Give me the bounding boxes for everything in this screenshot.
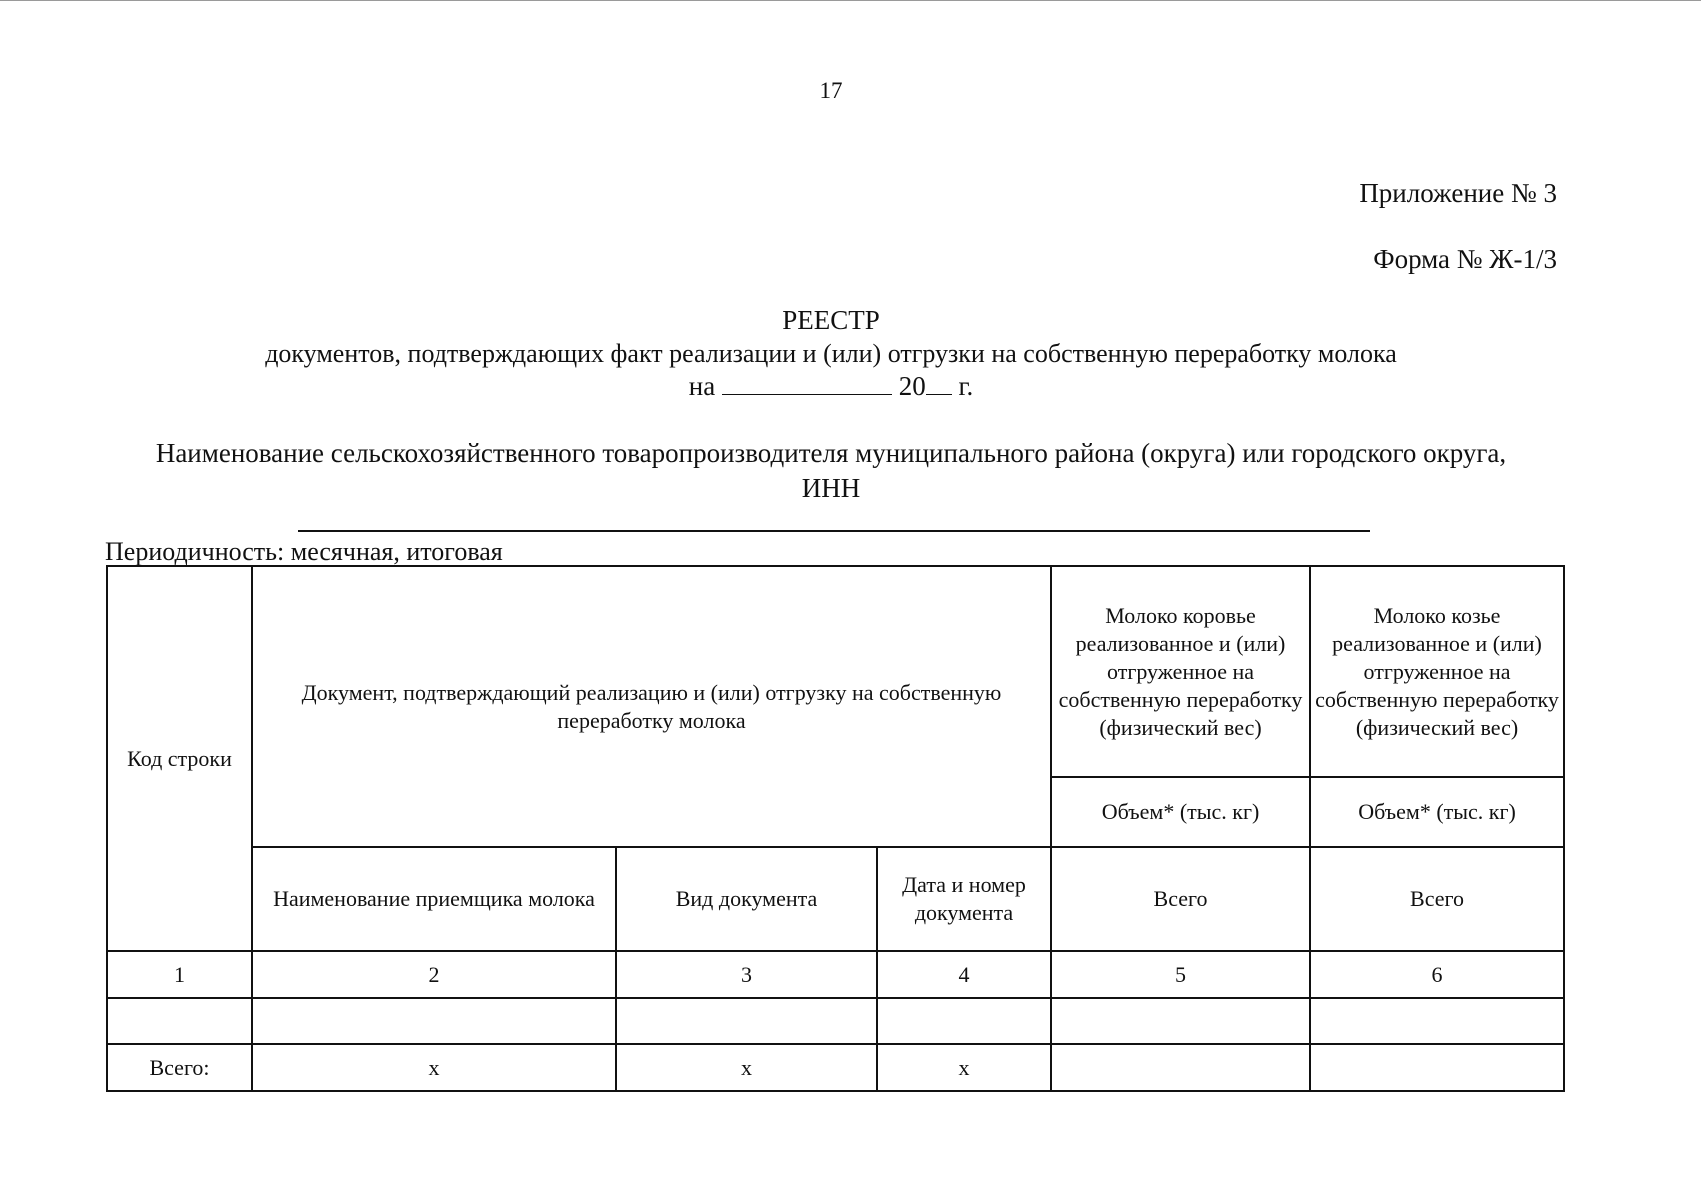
header-row-3 bbox=[107, 847, 1564, 951]
header-document-type: Вид документа bbox=[616, 847, 877, 951]
total-cell bbox=[1051, 1044, 1310, 1091]
total-cell bbox=[1310, 1044, 1564, 1091]
empty-cell bbox=[107, 998, 252, 1044]
page-top-rule bbox=[0, 0, 1701, 1]
period-month-blank bbox=[722, 372, 892, 395]
header-receiver-name: Наименование приемщика молока bbox=[252, 847, 616, 951]
producer-label-line1: Наименование сельскохозяйственного товаропроизводителя муниципального района (округа) или городского округа, bbox=[155, 438, 1507, 468]
header-cow-milk: Молоко коровье реализованное и (или) отгруженное на собственную переработку (физический вес) bbox=[1051, 566, 1310, 777]
title-block bbox=[0, 304, 1662, 403]
document-subtitle: документов, подтверждающих факт реализации и (или) отгрузки на собственную переработку молока bbox=[265, 339, 1397, 368]
header-document: Документ, подтверждающий реализацию и (или) отгрузку на собственную переработку молока bbox=[252, 566, 1051, 847]
form-number: Форма № Ж-1/3 bbox=[1373, 244, 1557, 274]
column-number: 2 bbox=[252, 951, 616, 998]
period-line bbox=[0, 370, 1662, 403]
column-number-row bbox=[107, 951, 1564, 998]
empty-cell bbox=[252, 998, 616, 1044]
header-volume-cow: Объем* (тыс. кг) bbox=[1051, 777, 1310, 847]
total-cell: x bbox=[252, 1044, 616, 1091]
column-number: 5 bbox=[1051, 951, 1310, 998]
producer-label bbox=[0, 436, 1662, 506]
header-volume-goat: Объем* (тыс. кг) bbox=[1310, 777, 1564, 847]
column-number: 4 bbox=[877, 951, 1051, 998]
header-row-code: Код строки bbox=[107, 566, 252, 951]
period-suffix: г. bbox=[958, 371, 974, 401]
total-cell: x bbox=[616, 1044, 877, 1091]
producer-fill-line bbox=[298, 530, 1370, 532]
periodicity-label: Периодичность: месячная, итоговая bbox=[105, 537, 503, 566]
period-year-blank bbox=[926, 372, 952, 395]
appendix-label: Приложение № 3 bbox=[1359, 178, 1557, 208]
empty-cell bbox=[616, 998, 877, 1044]
header-total-cow: Всего bbox=[1051, 847, 1310, 951]
total-label: Всего: bbox=[107, 1044, 252, 1091]
header-row-1 bbox=[107, 566, 1564, 777]
empty-data-row bbox=[107, 998, 1564, 1044]
total-row bbox=[107, 1044, 1564, 1091]
empty-cell bbox=[1310, 998, 1564, 1044]
period-prefix: на bbox=[688, 371, 716, 401]
column-number: 6 bbox=[1310, 951, 1564, 998]
producer-label-line2: ИНН bbox=[801, 473, 861, 503]
empty-cell bbox=[1051, 998, 1310, 1044]
period-year: 20 bbox=[898, 371, 926, 401]
total-cell: x bbox=[877, 1044, 1051, 1091]
register-table bbox=[106, 565, 1565, 1092]
header-goat-milk: Молоко козье реализованное и (или) отгруженное на собственную переработку (физический вес) bbox=[1310, 566, 1564, 777]
column-number: 3 bbox=[616, 951, 877, 998]
header-total-goat: Всего bbox=[1310, 847, 1564, 951]
empty-cell bbox=[877, 998, 1051, 1044]
column-number: 1 bbox=[107, 951, 252, 998]
document-title: РЕЕСТР bbox=[782, 305, 880, 335]
header-document-date-number: Дата и номер документа bbox=[877, 847, 1051, 951]
page-number: 17 bbox=[819, 78, 843, 103]
